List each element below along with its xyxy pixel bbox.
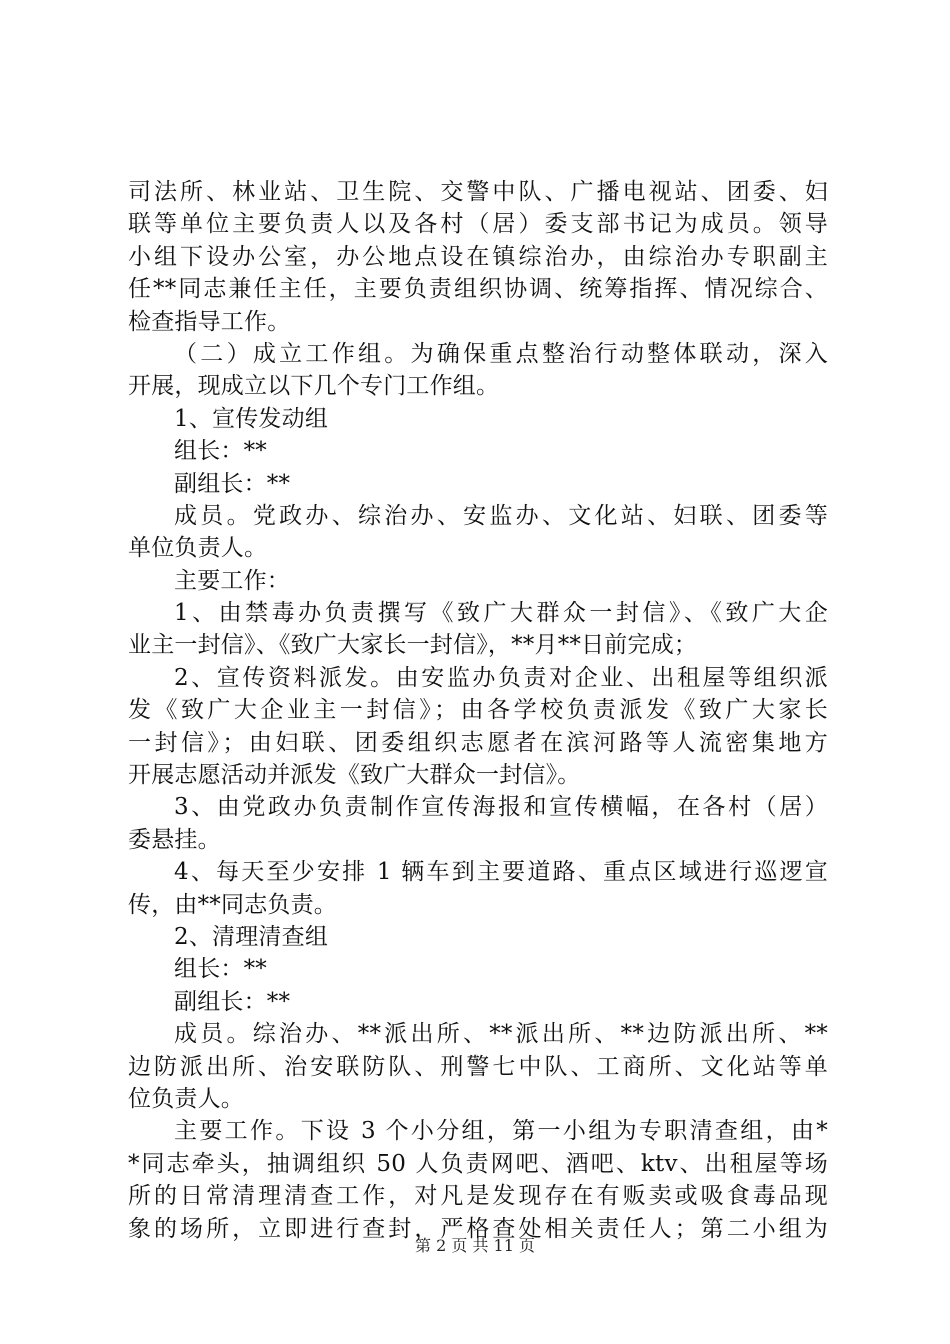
text-line: 所的日常清理清查工作，对凡是发现存在有贩卖或吸食毒品现 [128,1183,828,1210]
text-line: 副组长：** [174,988,291,1015]
text-line: 边防派出所、治安联防队、刑警七中队、工商所、文化站等单 [128,1053,828,1080]
text-line: 发《致广大企业主一封信》；由各学校负责派发《致广大家长 [128,697,828,724]
text-line: 任**同志兼任主任，主要负责组织协调、统筹指挥、情况综合、 [128,276,828,303]
text-line: 开展志愿活动并派发《致广大群众一封信》。 [128,762,581,789]
text-line: 副组长：** [174,470,291,497]
text-line: 位负责人。 [128,1085,244,1112]
text-line: （二）成立工作组。为确保重点整治行动整体联动，深入 [174,340,828,367]
text-line: 成员。综治办、**派出所、**派出所、**边防派出所、** [174,1021,828,1048]
text-line: 开展，现成立以下几个专门工作组。 [128,373,500,400]
text-line: 小组下设办公室，办公地点设在镇综治办，由综治办专职副主 [128,243,828,270]
page-footer: 第 2 页 共 11 页 [415,1236,535,1255]
text-line: 1、宣传发动组 [174,405,329,432]
text-line: 组长：** [174,438,267,465]
text-line: 3、由党政办负责制作宣传海报和宣传横幅，在各村（居） [174,794,828,821]
text-line: 2、清理清查组 [174,923,329,950]
text-line: 一封信》；由妇联、团委组织志愿者在滨河路等人流密集地方 [128,729,828,756]
document-body [128,176,828,1245]
text-line: 2、宣传资料派发。由安监办负责对企业、出租屋等组织派 [174,664,828,691]
text-line: 传，由**同志负责。 [128,891,337,918]
text-line: *同志牵头，抽调组织 50 人负责网吧、酒吧、ktv、出租屋等场 [128,1150,828,1177]
text-line: 司法所、林业站、卫生院、交警中队、广播电视站、团委、妇 [128,179,828,205]
text-line: 检查指导工作。 [128,308,291,335]
text-line: 1、由禁毒办负责撰写《致广大群众一封信》、《致广大企 [174,600,828,627]
text-line: 象的场所，立即进行查封，严格查处相关责任人；第二小组为 [128,1215,828,1242]
text-line: 主要工作。下设 3 个小分组，第一小组为专职清查组，由* [174,1118,828,1145]
text-line: 主要工作： [174,567,290,594]
text-line: 组长：** [174,956,267,983]
text-line: 单位负责人。 [128,535,268,562]
text-line: 成员。党政办、综治办、安监办、文化站、妇联、团委等 [174,502,828,529]
text-line: 4、每天至少安排 1 辆车到主要道路、重点区域进行巡逻宣 [174,859,828,886]
text-line: 联等单位主要负责人以及各村（居）委支部书记为成员。领导 [128,211,828,238]
text-line: 业主一封信》、《致广大家长一封信》，**月**日前完成； [128,632,698,659]
text-line: 委悬挂。 [128,826,221,853]
